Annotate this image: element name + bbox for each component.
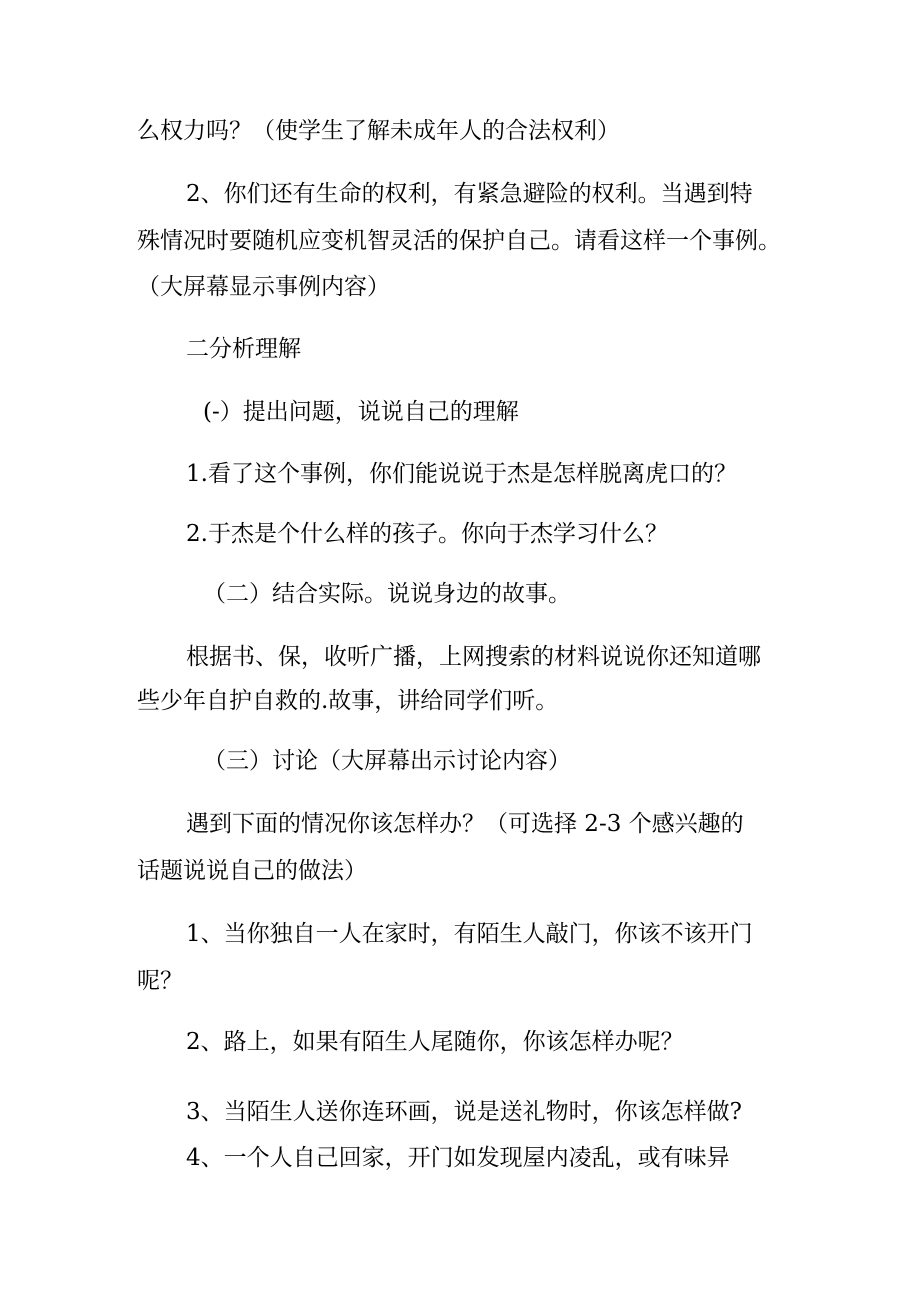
text-line-11: 些少年自护自救的.故事，讲给同学们听。 [137,688,559,714]
discussion-item-2: 2、路上，如果有陌生人尾随你，你该怎样办呢？ [186,1029,684,1055]
text-line-13: 遇到下面的情况你该怎样办？（可选择 2-3 个感兴趣的 [186,811,744,837]
section-heading: 二分析理解 [186,336,301,362]
subsection-heading-3: （三）讨论（大屏幕出示讨论内容） [203,748,571,774]
subsection-heading-2: （二）结合实际。说说身边的故事。 [203,581,571,607]
text-line-3: 殊情况时要随机应变机智灵活的保护自己。请看这样一个事例。 [137,228,781,254]
text-line-10: 根据书、保，收听广播，上网搜索的材料说说你还知道哪 [186,644,761,670]
discussion-item-1-cont: 呢？ [137,968,183,994]
text-line-4: （大屏幕显示事例内容） [137,274,390,300]
text-line-2: 2、你们还有生命的权利，有紧急避险的权利。当遇到特 [186,181,753,207]
discussion-item-3: 3、当陌生人送你连环画，说是送礼物时，你该怎样做? [186,1099,742,1125]
subsection-heading-1: (-）提出问题，说说自己的理解 [203,399,519,425]
text-line-1: 么权力吗？（使学生了解未成年人的合法权利） [137,118,620,144]
question-1: 1.看了这个事例，你们能说说于杰是怎样脱离虎口的？ [186,461,737,487]
question-2: 2.于杰是个什么样的孩子。你向于杰学习什么？ [186,521,668,547]
discussion-item-1: 1、当你独自一人在家时，有陌生人敲门，你该不该开门 [186,921,753,947]
text-line-14: 话题说说自己的做法） [137,858,367,884]
discussion-item-4: 4、一个人自己回家，开门如发现屋内凌乱，或有味异 [186,1145,730,1171]
